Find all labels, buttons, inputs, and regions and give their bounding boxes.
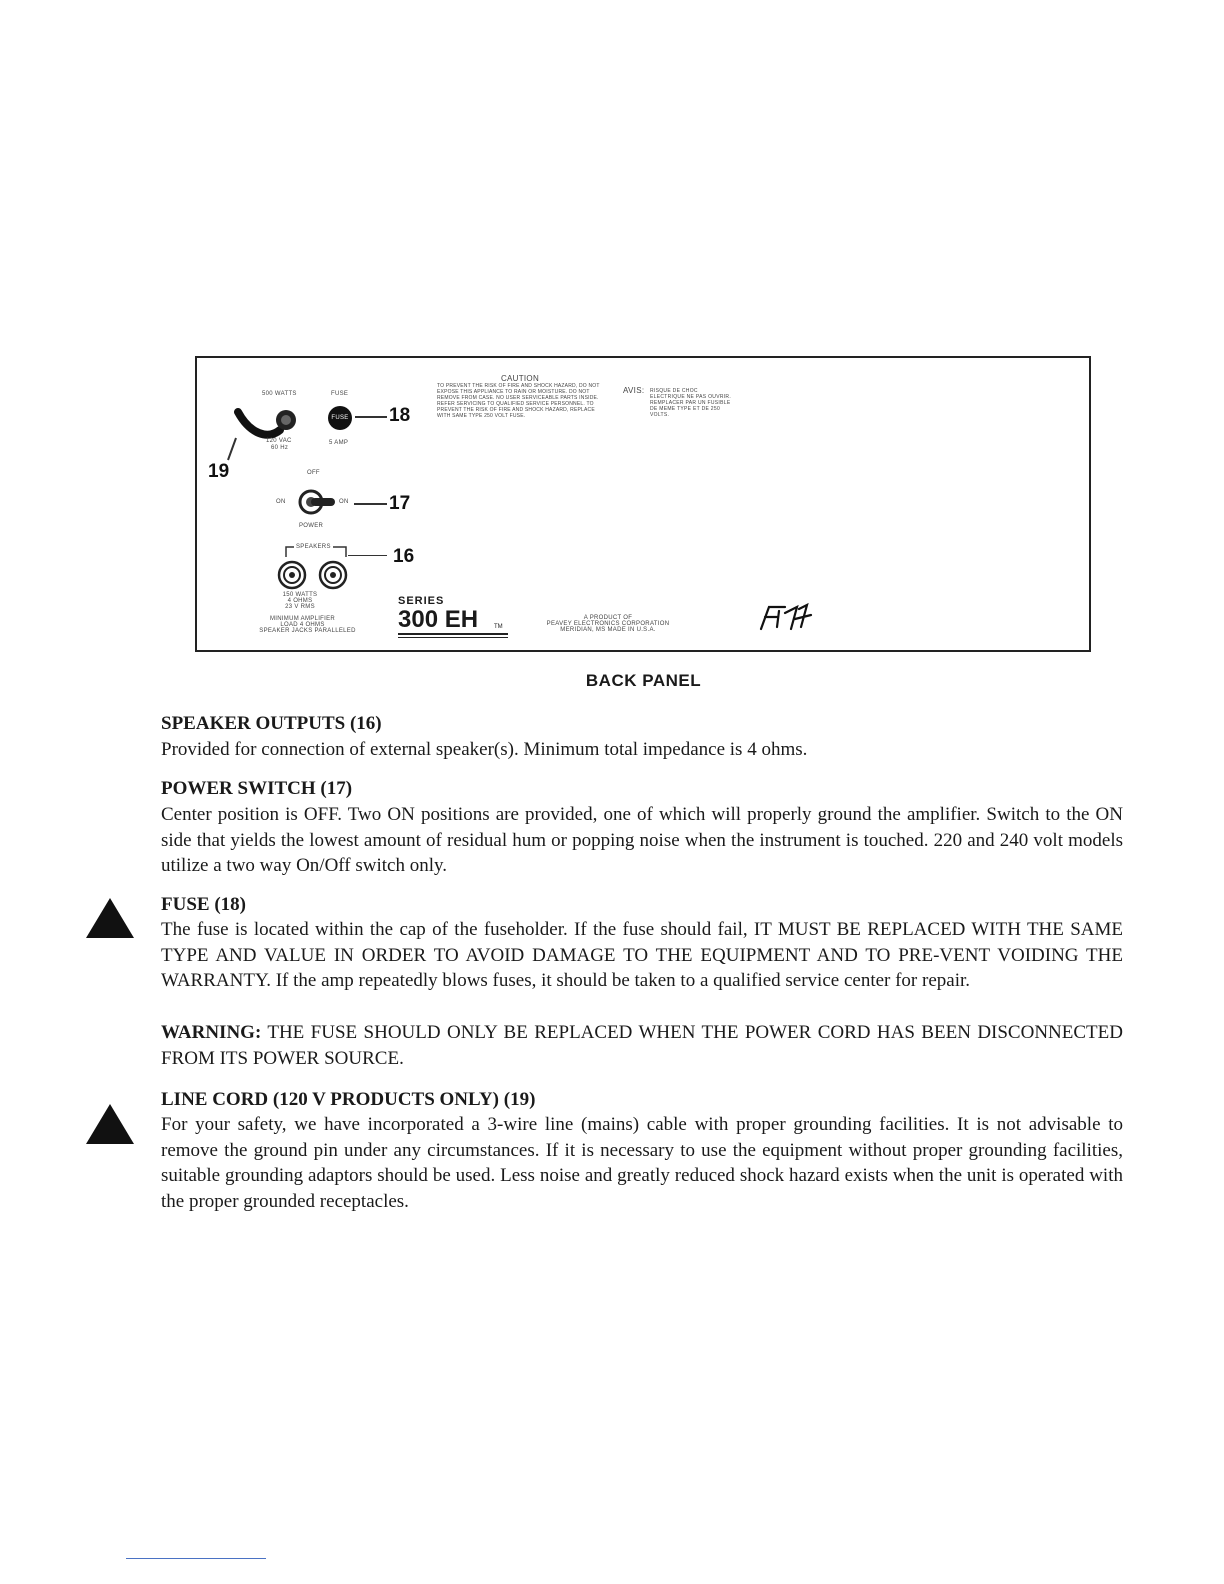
speaker-spec-watts: 150 WATTS: [282, 592, 318, 598]
model-name: 300 EH: [398, 606, 479, 633]
line-cord-body: For your safety, we have incorporated a 3-wire line (mains) cable with proper grounding facilities. It is not advisable to remove the ground pin under any circumstances. If it is necessary to use the equipment without proper grounding facilities, suitable grounding adaptors should be used. Less noise and greatly reduced shock hazard exists when the unit is operated with the proper grounded receptacles.: [161, 1114, 1123, 1212]
speaker-note-paralleled: SPEAKER JACKS PARALLELED: [259, 628, 356, 634]
caution-text: TO PREVENT THE RISK OF FIRE AND SHOCK HAZARD, DO NOT EXPOSE THIS APPLIANCE TO RAIN OR MOISTURE. DO NOT REMOVE FROM CASE. NO USER SERVICEABLE PARTS INSIDE. REFER SERVICING TO QUALIFIED SERVICE PERSONNEL. TO PREVENT THE RISK OF FIRE AND SHOCK HAZARD, REPLACE WITH SAME TYPE 250 VOLT FUSE.: [437, 383, 600, 419]
warning-text: THE FUSE SHOULD ONLY BE REPLACED WHEN THE POWER CORD HAS BEEN DISCONNECTED FROM ITS POWER SOURCE.: [161, 1022, 1123, 1069]
warning-triangle-icon: [84, 896, 136, 940]
cord-voltage: 120 VAC: [266, 438, 292, 444]
model-underline-thin: [398, 637, 508, 638]
speaker-spec-ohms: 4 OHMS: [287, 598, 313, 604]
model-underline: [398, 633, 508, 635]
fuse-label: FUSE: [331, 391, 349, 397]
callout-19: 19: [208, 461, 230, 482]
line-cord-heading: LINE CORD (120 V PRODUCTS ONLY) (19): [161, 1089, 536, 1110]
caution-title: CAUTION: [500, 374, 540, 383]
fuse-cap-label: FUSE: [331, 415, 349, 421]
maker-line-3: MERIDIAN, MS MADE IN U.S.A.: [560, 627, 656, 633]
speaker-spec-volts: 23 V RMS: [285, 604, 315, 610]
avis-text: RISQUE DE CHOC ELECTRIQUE NE PAS OUVRIR. REMPLACER PAR UN FUSIBLE DE MEME TYPE ET DE 250 VOLTS.: [650, 388, 732, 418]
callout-16: 16: [393, 546, 415, 567]
warning-label: WARNING:: [161, 1022, 262, 1043]
footer-rule: [126, 1558, 266, 1559]
switch-on-left-label: ON: [276, 499, 286, 505]
switch-on-right-label: ON: [339, 499, 349, 505]
maker-line-1: A PRODUCT OF: [583, 615, 633, 621]
power-switch-heading: POWER SWITCH (17): [161, 778, 353, 799]
speaker-note-min-amp: MINIMUM AMPLIFIER: [269, 616, 336, 622]
trademark-mark: TM: [494, 624, 503, 630]
warning-triangle-icon: [84, 1102, 136, 1146]
speaker-outputs-body: Provided for connection of external speaker(s). Minimum total impedance is 4 ohms.: [161, 739, 808, 760]
switch-off-label: OFF: [307, 470, 320, 476]
speaker-jacks-icon: [276, 559, 356, 591]
power-switch-body: Center position is OFF. Two ON positions are provided, one of which will properly ground the amplifier. Switch to the ON side that yields the lowest amount of residual hum or popping noise when the instrument is touched. 220 and 240 volt models utilize a two way On/Off switch only.: [161, 804, 1123, 876]
speakers-leader-line: [348, 555, 387, 556]
cord-watts-label: 500 WATTS: [262, 391, 297, 397]
speakers-label: SPEAKERS: [296, 544, 331, 550]
fuse-heading: FUSE (18): [161, 894, 246, 915]
series-label: SERIES: [398, 595, 445, 607]
speaker-note-load: LOAD 4 OHMS: [280, 622, 325, 628]
switch-leader-line: [354, 503, 387, 505]
cord-frequency: 60 Hz: [271, 445, 289, 451]
power-switch-icon: [298, 489, 338, 515]
fuse-body: The fuse is located within the cap of the fuseholder. If the fuse should fail, IT MUST BE REPLACED WITH THE SAME TYPE AND VALUE IN ORDER TO AVOID DAMAGE TO THE EQUIPMENT AND TO PRE-VENT VOIDING THE WARRANTY. If the amp repeatedly blows fuses, it should be taken to a qualified service center for repair.: [161, 919, 1123, 991]
speaker-outputs-heading: SPEAKER OUTPUTS (16): [161, 713, 382, 734]
peavey-logo-icon: [755, 601, 815, 633]
avis-label: AVIS:: [623, 386, 645, 395]
switch-label: POWER: [299, 523, 324, 529]
fuse-warning: [161, 1020, 1123, 1071]
figure-caption: BACK PANEL: [585, 671, 702, 690]
callout-17: 17: [389, 493, 411, 514]
fuse-rating: 5 AMP: [329, 440, 349, 446]
callout-18: 18: [389, 405, 411, 426]
maker-line-2: PEAVEY ELECTRONICS CORPORATION: [546, 621, 670, 627]
fuse-leader-line: [355, 416, 387, 418]
